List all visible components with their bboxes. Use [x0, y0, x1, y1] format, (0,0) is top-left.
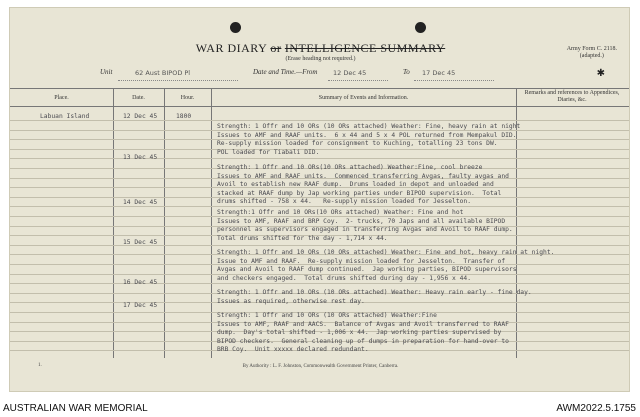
- place-value: Labuan Island: [40, 113, 90, 120]
- entry-text: Strength: 1 Offr and 10 ORs (10 ORs attached) Weather:Fine Issues to AMF, RAAF and AACS. Balance of Avgas and Avoil transferred to RAAF dump. Day's total shifted - 1,006 x 44. Jap working parties supervised by BIPOD checkers. General cleaning up of dumps in preparation for hand-over to BRB Coy. Unit xxxxx declared redundant.: [217, 312, 509, 353]
- entry-text: Strength: 1 Offr and 10 ORs (10 ORs attached) Weather: Heavy rain early - fine day. Issues as required, otherwise rest day.: [217, 289, 532, 305]
- entry-date: 17 Dec 45: [123, 302, 158, 309]
- header-date: Date.: [132, 95, 145, 101]
- header-summary: Summary of Events and Information.: [318, 95, 409, 101]
- army-form-ref: [567, 46, 617, 60]
- unit-dotline: [118, 80, 238, 81]
- printer-authority: By Authority : L. F. Johnston, Commonwealth Government Printer, Canberra.: [242, 364, 399, 369]
- title-intelligence-summary: INTELLIGENCE SUMMARY: [284, 41, 446, 55]
- punch-hole-left: [230, 22, 241, 33]
- diary-sheet: [9, 7, 630, 392]
- ruled-line: [10, 120, 630, 121]
- entry-text: Strength: 1 Offr and 10 ORs (10 ORs attached) Weather: Fine, heavy rain at night Issues to AMF and RAAF units. 6 x 44 and 5 x 4 POL returned from Mempakul DID. Re-supply mission loaded for consignment to Kuching, totalling 23 tons DW. POL loaded for Tiabali DID.: [217, 123, 521, 156]
- title-or: or: [270, 41, 282, 55]
- to-dotline: [414, 80, 494, 81]
- entry-date: 12 Dec 45: [123, 113, 158, 120]
- army-form-note: (adapted.): [579, 53, 604, 59]
- header-remarks: Remarks and references to Appendices, Diaries, &c.: [524, 90, 620, 103]
- entry-date: 15 Dec 45: [123, 239, 158, 246]
- to-label: To: [403, 68, 410, 76]
- army-form-number: Army Form C. 2118.: [566, 46, 617, 52]
- form-subtitle: (Erase heading not required.): [285, 56, 356, 62]
- caption-right: AWM2022.5.1755: [556, 403, 636, 414]
- ruled-line: [10, 283, 630, 284]
- header-place: Place.: [54, 95, 69, 101]
- header-rule: [10, 106, 630, 107]
- col-divider-3: [211, 88, 212, 358]
- to-value: 17 Dec 45: [422, 69, 456, 77]
- entry-date: 14 Dec 45: [123, 199, 158, 206]
- ruled-line: [10, 158, 630, 159]
- entry-date: 13 Dec 45: [123, 154, 158, 161]
- unit-value: 62 Aust BIPOD Pl: [135, 69, 191, 77]
- from-dotline: [328, 80, 388, 81]
- entry-date: 16 Dec 45: [123, 279, 158, 286]
- punch-hole-right: [415, 22, 426, 33]
- entry-text: Strength: 1 Offr and 10 ORs(10 ORs attached) Weather:Fine, cool breeze Issues to AMF and RAAF units. Commenced transferring Avgas, faulty avgas and Avoil to establish new RAAF dump. Drums loaded in depot and unloaded and stacked at RAAF dump by Jap working parties under BIPOD supervision. Total drums shifted - 758 x 44. Re-supply mission loaded for Jesselton.: [217, 164, 509, 205]
- corner-mark: ✱: [596, 68, 605, 79]
- page-number: 1.: [38, 363, 42, 368]
- caption-left: AUSTRALIAN WAR MEMORIAL: [3, 403, 148, 414]
- header-hour: Hour.: [180, 95, 195, 101]
- unit-label: Unit: [100, 68, 113, 76]
- entry-text: Strength: 1 Offr and 10 ORs (10 ORs attached) Weather: Fine and hot, heavy rain at night. Issue to AMF and RAAF. Re-supply mission loaded for Jesselton. Transfer of Avgas and Avoil to RAAF dump continued. Jap working parties, BIPOD supervisors and checkers engaged. Total drums shifted during day - 1,956 x 44.: [217, 249, 555, 282]
- form-title: [10, 41, 630, 56]
- from-value: 12 Dec 45: [333, 69, 367, 77]
- entry-hour: 1800: [176, 113, 192, 120]
- ruled-line: [10, 245, 630, 246]
- date-time-label: Date and Time.—From: [253, 68, 318, 76]
- col-divider-2: [164, 88, 165, 358]
- col-divider-1: [113, 88, 114, 358]
- entry-text: Strength:1 Offr and 10 ORs(10 ORs attached) Weather: Fine and hot Issues to AMF, RAAF and BRP Coy. 2- trucks, 70 Japs and all available BIPOD personnel as supervisors engaged in transferring Avgas and Avoil to RAAF dump. Total drums shifted for the day - 1,714 x 44.: [217, 209, 513, 242]
- title-war-diary: WAR DIARY: [195, 41, 267, 55]
